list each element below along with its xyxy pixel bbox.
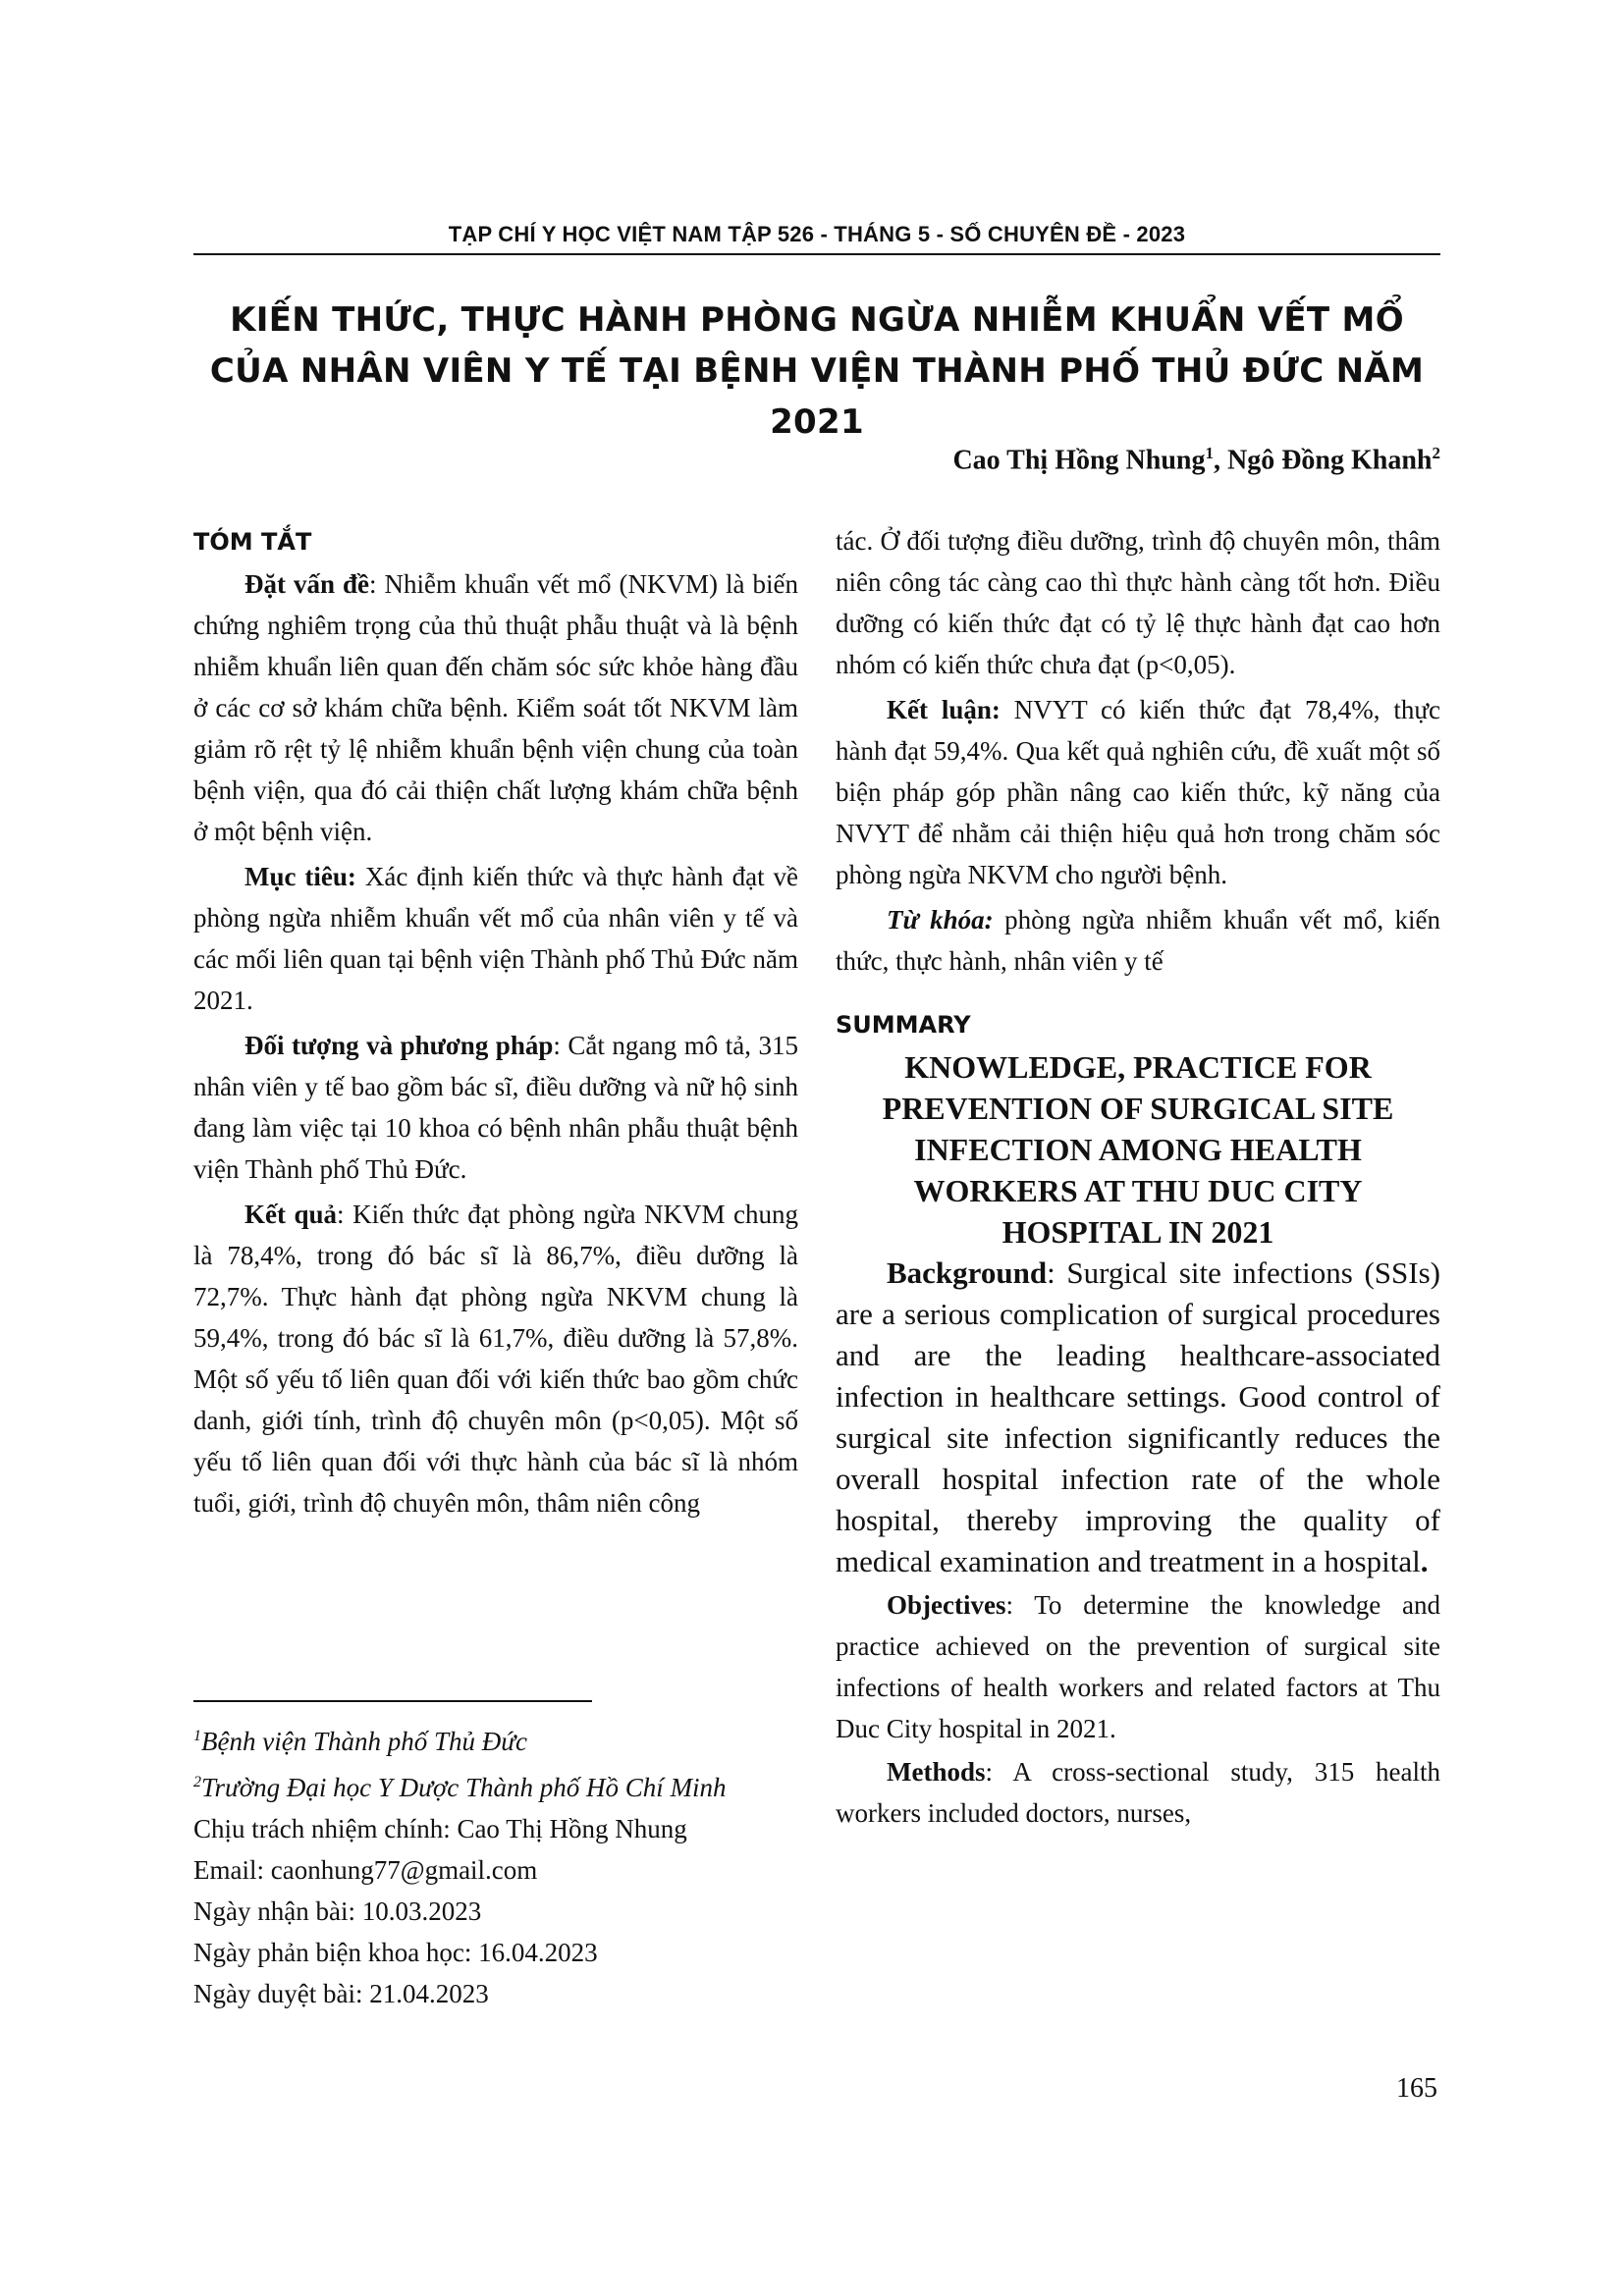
background-text: : Nhiễm khuẩn vết mổ (NKVM) là biến chứng nghiêm trọng của thủ thuật phẫu thuật và là bệnh nhiễm khuẩn liên quan đến chăm sóc sức khỏe hàng đầu ở các cơ sở khám chữa bệnh. Kiểm soát tốt NKVM làm giảm rõ rệt tỷ lệ nhiễm khuẩn bệnh viện chung của toàn bệnh viện, qua đó cải thiện chất lượng khám chữa bệnh ở một bệnh viện.	[193, 569, 798, 846]
left-column	[193, 520, 798, 1527]
keywords-text: phòng ngừa nhiễm khuẩn vết mổ, kiến thức, thực hành, nhân viên y tế	[836, 905, 1440, 976]
author-separator: ,	[1213, 445, 1227, 476]
footnote-rule	[193, 1700, 592, 1702]
date-accepted: Ngày duyệt bài: 21.04.2023	[193, 1979, 489, 2008]
abstract-keywords	[836, 899, 1440, 982]
summary-methods-text: : A cross-sectional study, 315 health workers included doctors, nurses,	[836, 1757, 1440, 1828]
summary-methods	[836, 1751, 1440, 1834]
abstract-methods	[193, 1025, 798, 1190]
summary-methods-label: Methods	[887, 1757, 986, 1787]
methods-text: : Cắt ngang mô tả, 315 nhân viên y tế bao gồm bác sĩ, điều dưỡng và nữ hộ sinh đang làm việc tại 10 khoa có bệnh nhân phẫu thuật bệnh viện Thành phố Thủ Đức.	[193, 1031, 798, 1184]
author-1-affiliation: 1	[1205, 444, 1214, 462]
responsible-author: Chịu trách nhiệm chính: Cao Thị Hồng Nhung	[193, 1814, 687, 1843]
abstract-objectives	[193, 856, 798, 1021]
footnotes	[193, 1716, 802, 2014]
summary-title: KNOWLEDGE, PRACTICE FOR PREVENTION OF SURGICAL SITE INFECTION AMONG HEALTH WORKERS AT THU DUC CITY HOSPITAL IN 2021	[882, 1049, 1394, 1250]
objectives-label: Mục tiêu:	[244, 862, 356, 891]
methods-label: Đối tượng và phương pháp	[244, 1031, 554, 1060]
summary-background	[836, 1253, 1440, 1582]
conclusion-text: NVYT có kiến thức đạt 78,4%, thực hành đạt 59,4%. Qua kết quả nghiên cứu, đề xuất một số biện pháp góp phần nâng cao kiến thức, kỹ năng của NVYT để nhằm cải thiện hiệu quả hơn trong chăm sóc phòng ngừa NKVM cho người bệnh.	[836, 695, 1440, 889]
summary-background-text: : Surgical site infections (SSIs) are a serious complication of surgical procedures and are the leading healthcare-associated infection in healthcare settings. Good control of surgical site infection significantly reduces the overall hospital infection rate of the whole hospital, thereby improving the quality of medical examination and treatment in a hospital	[836, 1255, 1440, 1578]
background-label: Đặt vấn đề	[244, 569, 370, 599]
right-column	[836, 520, 1440, 1836]
author-line	[952, 444, 1440, 476]
abstract-results	[193, 1194, 798, 1523]
summary-heading: SUMMARY	[836, 1011, 971, 1039]
page-number: 165	[1396, 2073, 1437, 2104]
abstract-conclusion	[836, 689, 1440, 895]
header-rule	[193, 253, 1440, 255]
article-title	[193, 294, 1440, 448]
contact-email: Email: caonhung77@gmail.com	[193, 1855, 538, 1885]
affiliation-2-mark: 2	[193, 1774, 201, 1790]
author-1: Cao Thị Hồng Nhung	[952, 445, 1206, 476]
affiliation-1	[193, 1716, 802, 1762]
summary-background-label: Background	[887, 1255, 1048, 1290]
summary-objectives	[836, 1584, 1440, 1749]
date-received: Ngày nhận bài: 10.03.2023	[193, 1896, 482, 1926]
conclusion-label: Kết luận:	[887, 695, 1001, 724]
title-line-1: KIẾN THỨC, THỰC HÀNH PHÒNG NGỪA NHIỄM KHUẨN VẾT MỔ	[230, 300, 1404, 340]
affiliation-1-mark: 1	[193, 1728, 201, 1744]
summary-background-end: .	[1420, 1544, 1429, 1578]
abstract-heading: TÓM TẮT	[193, 528, 312, 556]
abstract-background	[193, 563, 798, 852]
running-header: TẠP CHÍ Y HỌC VIỆT NAM TẬP 526 - THÁNG 5 - SỐ CHUYÊN ĐỀ - 2023	[448, 222, 1186, 246]
objectives-text: Xác định kiến thức và thực hành đạt về phòng ngừa nhiễm khuẩn vết mổ của nhân viên y tế và các mối liên quan tại bệnh viện Thành phố Thủ Đức năm 2021.	[193, 862, 799, 1015]
abstract-results-continued: tác. Ở đối tượng điều dưỡng, trình độ chuyên môn, thâm niên công tác càng cao thì thực hành càng tốt hơn. Điều dưỡng có kiến thức đạt có tỷ lệ thực hành đạt cao hơn nhóm có kiến thức chưa đạt (p<0,05).	[836, 526, 1440, 679]
results-text: : Kiến thức đạt phòng ngừa NKVM chung là 78,4%, trong đó bác sĩ là 86,7%, điều dưỡng là 72,7%. Thực hành đạt phòng ngừa NKVM chung là 59,4%, trong đó bác sĩ là 61,7%, điều dưỡng là 57,8%. Một số yếu tố liên quan đối với kiến thức bao gồm chức danh, giới tính, trình độ chuyên môn (p<0,05). Một số yếu tố liên quan đối với thực hành của bác sĩ là nhóm tuổi, giới, trình độ chuyên môn, thâm niên công	[193, 1200, 798, 1518]
author-2: Ngô Đồng Khanh	[1226, 445, 1433, 476]
affiliation-2-text: Trường Đại học Y Dược Thành phố Hồ Chí Minh	[201, 1773, 727, 1802]
date-reviewed: Ngày phản biện khoa học: 16.04.2023	[193, 1938, 598, 1967]
keywords-label: Từ khóa:	[887, 905, 994, 934]
author-2-affiliation: 2	[1432, 444, 1440, 462]
affiliation-1-text: Bệnh viện Thành phố Thủ Đức	[201, 1727, 527, 1756]
results-label: Kết quả	[244, 1200, 338, 1229]
title-line-2: CỦA NHÂN VIÊN Y TẾ TẠI BỆNH VIỆN THÀNH PHỐ THỦ ĐỨC NĂM 2021	[209, 351, 1425, 442]
summary-objectives-label: Objectives	[887, 1590, 1006, 1620]
affiliation-2	[193, 1762, 802, 1808]
summary-objectives-text: : To determine the knowledge and practice achieved on the prevention of surgical site infections of health workers and related factors at Thu Duc City hospital in 2021.	[836, 1590, 1440, 1743]
